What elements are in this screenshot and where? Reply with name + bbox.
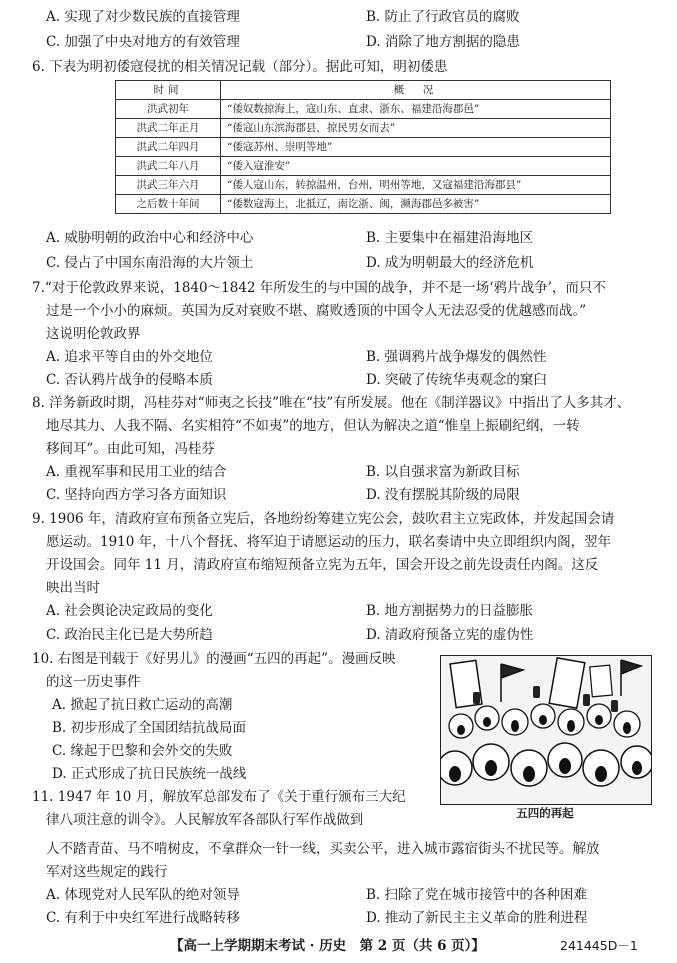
q5-option-d: D. 消除了地方割据的隐患 xyxy=(366,34,520,50)
q10-option-b: B. 初步形成了全国团结抗战局面 xyxy=(52,720,247,736)
q6-option-d: D. 成为明朝最大的经济危机 xyxy=(366,255,534,271)
q6-stem: 6. 下表为明初倭寇侵扰的相关情况记载（部分）。据此可知，明初倭患 xyxy=(32,59,448,75)
table-cell-time: 洪武初年 xyxy=(116,100,221,119)
q9-option-a: A. 社会舆论决定政局的变化 xyxy=(46,603,213,619)
crowd-drawing xyxy=(441,656,651,804)
q9-line2: 愿运动。1910 年，十八个督抚、将军迫于请愿运动的压力，联名奏请中央立即组织内阁，翌年 xyxy=(46,534,612,550)
table-row xyxy=(116,176,611,195)
q7-option-d: D. 突破了传统华夷观念的窠臼 xyxy=(366,372,547,388)
q5-options-row1 xyxy=(46,6,646,28)
page-footer xyxy=(0,935,677,957)
q10-option-d: D. 正式形成了抗日民族统一战线 xyxy=(52,766,247,782)
table-header-row xyxy=(116,81,611,100)
table-cell-summary: “倭寇苏州、崇明等地” xyxy=(221,138,611,157)
q8-line3: 移间耳”。由此可知，冯桂芬 xyxy=(46,441,215,457)
q10-option-c: C. 缘起于巴黎和会外交的失败 xyxy=(52,743,233,759)
q7-option-b: B. 强调鸦片战争爆发的偶然性 xyxy=(366,349,547,365)
q6-option-c: C. 侵占了中国东南沿海的大片领土 xyxy=(46,255,254,271)
q11-line2: 律八项注意的训令》。人民解放军各部队行军作战做到 xyxy=(46,812,364,828)
q8-option-a: A. 重视军事和民用工业的结合 xyxy=(46,464,227,480)
q10-line1: 10. 右图是刊载于《好男儿》的漫画“五四的再起”。漫画反映 xyxy=(32,651,396,667)
q11-option-d: D. 推动了新民主主义革命的胜利进程 xyxy=(366,910,588,926)
q8-line1: 8. 洋务新政时期，冯桂芬对“师夷之长技”唯在“技”有所发展。他在《制洋器议》中指出了人多其才、 xyxy=(32,395,631,411)
table-cell-time: 之后数十年间 xyxy=(116,195,221,214)
q9-option-b: B. 地方割据势力的日益膨胀 xyxy=(366,603,534,619)
q7-options-row1 xyxy=(46,346,646,368)
q11-option-a: A. 体现党对人民军队的绝对领导 xyxy=(46,887,240,903)
q7-line2: 过是一个小小的麻烦。英国为反对衰败不堪、腐败透顶的中国令人无法忍受的优越感而战。” xyxy=(46,303,587,319)
q7-line3: 这说明伦敦政界 xyxy=(46,326,141,342)
q9-line1: 9. 1906 年，清政府宣布预备立宪后，各地纷纷筹建立宪公会，鼓吹君主立宪政体，并发起国会请 xyxy=(32,511,615,527)
q9-option-c: C. 政治民主化已是大势所趋 xyxy=(46,627,213,643)
q9-line4: 映出当时 xyxy=(46,580,100,596)
table-row xyxy=(116,100,611,119)
q8-options-row1 xyxy=(46,461,646,483)
cartoon-caption: 五四的再起 xyxy=(516,806,574,820)
q7-option-c: C. 否认鸦片战争的侵略本质 xyxy=(46,372,213,388)
q6-options-row2 xyxy=(46,252,646,274)
q5-option-a: A. 实现了对少数民族的直接管理 xyxy=(46,9,240,25)
q7-options-row2 xyxy=(46,369,646,391)
q9-option-d: D. 清政府预备立宪的虚伪性 xyxy=(366,627,534,643)
table-cell-summary: “倭入寇淮安” xyxy=(221,157,611,176)
q6-option-b: B. 主要集中在福建沿海地区 xyxy=(366,230,534,246)
q9-line3: 开设国会。同年 11 月，清政府宣布缩短预备立宪为五年，国会开设之前先设责任内阁。这反 xyxy=(46,557,599,573)
table-cell-time: 洪武二年四月 xyxy=(116,138,221,157)
q8-option-b: B. 以自强求富为新政目标 xyxy=(366,464,520,480)
q5-option-b: B. 防止了行政官员的腐败 xyxy=(366,9,520,25)
table-cell-summary: “倭数寇海上，北抵辽，南讫浙、闽，濒海郡邑多被害” xyxy=(221,195,611,214)
footer-title: 【高一上学期期末考试 · 历史 第 2 页（共 6 页）】 xyxy=(170,938,485,954)
table-cell-time: 洪武二年正月 xyxy=(116,119,221,138)
q7-option-a: A. 追求平等自由的外交地位 xyxy=(46,349,213,365)
q7-line1: 7.“对于伦敦政界来说，1840～1842 年所发生的与中国的战争，并不是一场‘鸦片战争’，而只不 xyxy=(32,280,606,296)
table-row xyxy=(116,195,611,214)
q10-line2: 的这一历史事件 xyxy=(46,674,141,690)
q8-options-row2 xyxy=(46,484,646,506)
q11-options-row2 xyxy=(46,907,646,929)
table-row xyxy=(116,119,611,138)
q6-option-a: A. 威胁明朝的政治中心和经济中心 xyxy=(46,230,254,246)
q5-option-c: C. 加强了中央对地方的有效管理 xyxy=(46,34,240,50)
table-cell-summary: “倭奴数掠海上，寇山东、直隶、浙东、福建沿海郡邑” xyxy=(221,100,611,119)
q9-options-row2 xyxy=(46,624,646,646)
q11-options-row1 xyxy=(46,884,646,906)
q6-options-row1 xyxy=(46,227,646,249)
q9-options-row1 xyxy=(46,600,646,622)
footer-code: 241445D－1 xyxy=(560,938,638,953)
q11-option-b: B. 扫除了党在城市接管中的各种困难 xyxy=(366,887,588,903)
q10-option-a: A. 掀起了抗日救亡运动的高潮 xyxy=(52,697,233,713)
q11-line3: 人不踏青苗、马不啃树皮，不拿群众一针一线，买卖公平，进入城市露宿街头不扰民等。解放 xyxy=(46,841,600,857)
q11-line4: 军对这些规定的践行 xyxy=(46,864,168,880)
q5-options-row2 xyxy=(46,31,646,53)
table-cell-summary: “倭人寇山东，转掠温州，台州，明州等地，又寇福建沿海郡县” xyxy=(221,176,611,195)
table-cell-time: 洪武二年八月 xyxy=(116,157,221,176)
table-row xyxy=(116,138,611,157)
table-row xyxy=(116,157,611,176)
q8-option-d: D. 没有摆脱其阶级的局限 xyxy=(366,487,520,503)
q8-line2: 地尽其力、人我不隔、名实相符“不如夷”的地方，但认为解决之道“惟皇上振刷纪纲，一转 xyxy=(46,418,580,434)
table-header-summary: 概 况 xyxy=(221,81,611,100)
q11-option-c: C. 有利于中央红军进行战略转移 xyxy=(46,910,240,926)
q8-option-c: C. 坚持向西方学习各方面知识 xyxy=(46,487,227,503)
cartoon-illustration xyxy=(440,655,652,805)
table-cell-summary: “倭寇山东滨海郡县，掠民男女而去” xyxy=(221,119,611,138)
table-cell-time: 洪武三年六月 xyxy=(116,176,221,195)
q6-table xyxy=(115,80,611,214)
q11-line1: 11. 1947 年 10 月，解放军总部发布了《关于重行颁布三大纪 xyxy=(32,789,406,805)
table-header-time: 时间 xyxy=(116,81,221,100)
